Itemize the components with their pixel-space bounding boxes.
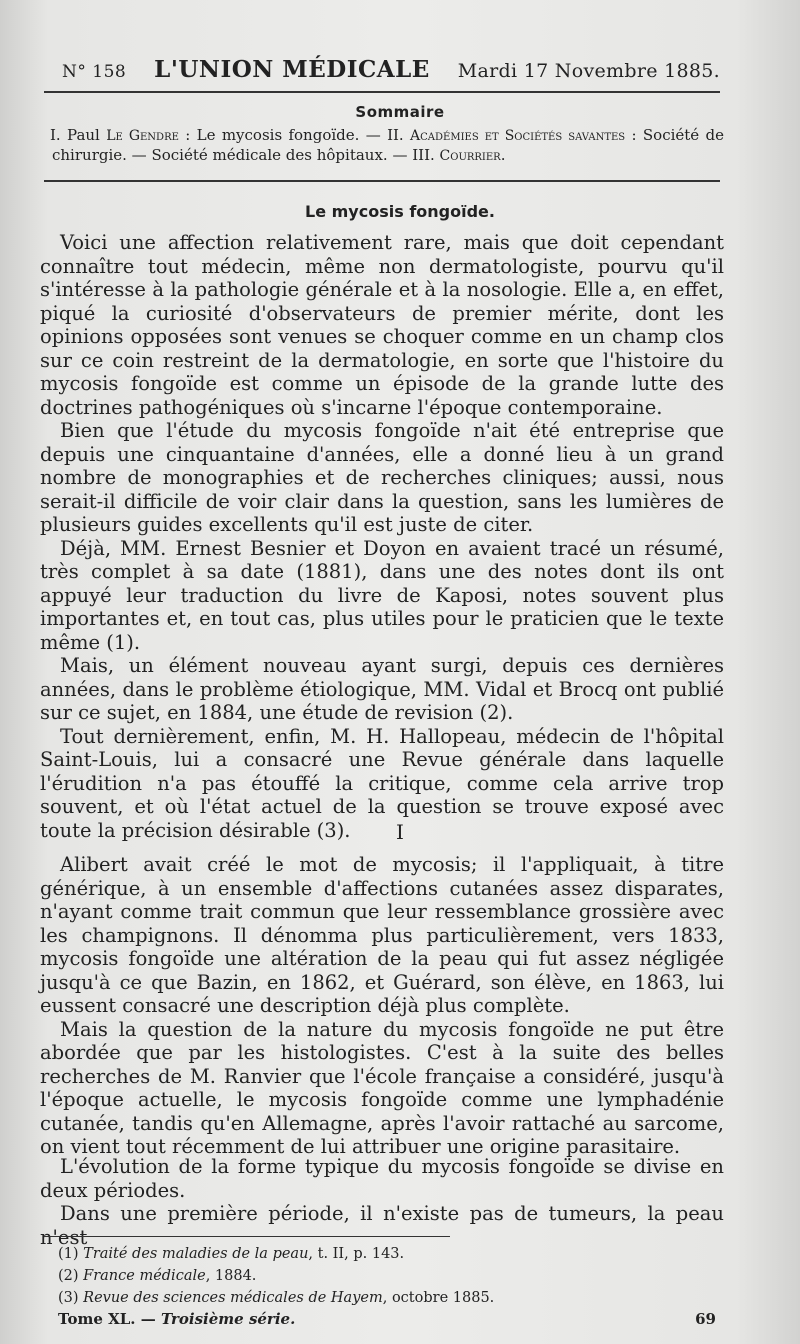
sommaire-item3-end: . — [500, 146, 506, 164]
sommaire-item3-name: Courrier — [439, 148, 501, 164]
article-title: Le mycosis fongoïde. — [305, 202, 495, 221]
footnote-rule — [44, 1236, 450, 1237]
footnote-number: (3) — [58, 1290, 84, 1306]
footnote-number: (2) — [58, 1268, 84, 1284]
paragraph: Bien que l'étude du mycosis fongoïde n'ait été entreprise que depuis une cinquantaine d'années, elle a donné lieu à un grand nombre de monographies et de recherches cliniques; aussi, nous serait-il difficile de voir clair dans la question, sans les lumières de plusieurs guides excellents qu'il est juste de citer. — [40, 419, 724, 536]
article-body-part2 — [40, 853, 724, 1159]
sommaire-item2-text: : Société de chirurgie. — Société médicale des hôpitaux. — III. — [52, 126, 724, 164]
volume-label: Tome XL. — — [58, 1310, 161, 1328]
page-number: 69 — [695, 1310, 716, 1328]
header-rule — [44, 91, 720, 93]
footnote-number: (1) — [58, 1246, 84, 1262]
sommaire-item1-prefix: I. Paul — [50, 126, 107, 144]
page-footer — [58, 1310, 716, 1328]
paragraph: Mais, un élément nouveau ayant surgi, depuis ces dernières années, dans le problème étiologique, MM. Vidal et Brocq ont publié sur ce sujet, en 1884, une étude de revision (2). — [40, 654, 724, 724]
paragraph: Déjà, MM. Ernest Besnier et Doyon en avaient tracé un résumé, très complet à sa date (1881), dans une des notes dont ils ont appuyé leur traduction du livre de Kaposi, notes souvent plus importantes et, en tout cas, plus utiles pour le praticien que le texte même (1). — [40, 536, 724, 654]
section-heading: I — [396, 820, 404, 844]
series-label: Troisième série. — [160, 1310, 296, 1328]
paragraph: Voici une affection relativement rare, mais que doit cependant connaître tout médecin, même non dermatologiste, pourvu qu'il s'intéresse à la pathologie générale et à la nosologie. Elle a, en effet, piqué la curiosité d'observateurs de premier mérite, dont les opinions opposées sont venues se choquer comme en un champ clos sur ce coin restreint de la dermatologie, en sorte que l'histoire du mycosis fongoïde est comme un épisode de la grande lutte des doctrines pathogéniques où s'incarne l'époque contemporaine. — [40, 231, 724, 419]
paragraph: Tout dernièrement, enfin, M. H. Hallopeau, médecin de l'hôpital Saint-Louis, lui a consacré une Revue générale dans laquelle l'érudition n'a pas étouffé la critique, comme cela arrive trop souvent, et où l'état actuel de la question se trouve exposé avec toute la précision désirable (3). — [40, 724, 724, 842]
issue-date: Mardi 17 Novembre 1885. — [457, 60, 720, 82]
paragraph: Alibert avait créé le mot de mycosis; il l'appliquait, à titre générique, à un ensemble d'affections cutanées assez disparates, n'ayant comme trait commun que leur ressemblance grossière avec les champignons. Il dénomma plus particulièrement, vers 1833, mycosis fongoïde une altération de la peau qui fut assez négligée jusqu'à ce que Bazin, en 1862, et Guérard, son élève, en 1863, lui eussent consacré une description déjà plus complète. — [40, 853, 724, 1017]
sommaire-item1-author: Le Gendre — [106, 128, 179, 144]
paragraph: L'évolution de la forme typique du mycosis fongoïde se divise en deux périodes. — [40, 1155, 724, 1202]
article-body-part1 — [40, 231, 724, 842]
footnote-title: Revue des sciences médicales de Hayem — [83, 1290, 383, 1306]
volume-info — [58, 1310, 295, 1328]
paragraph: Mais la question de la nature du mycosis fongoïde ne put être abordée que par les histologistes. C'est à la suite des belles recherches de M. Ranvier que l'école française a considéré, jusqu'à l'époque actuelle, le mycosis fongoïde comme une lymphadénie cutanée, tandis qu'en Allemagne, après l'avoir rattaché au sarcome, on vient tout récemment de lui attribuer une origine parasitaire. — [40, 1017, 724, 1158]
footnote — [58, 1287, 724, 1309]
footnotes — [58, 1243, 724, 1309]
footnote-reference: , 1884. — [205, 1268, 257, 1284]
footnote — [58, 1243, 724, 1265]
sommaire-item2-name: Académies et Sociétés savantes — [410, 128, 626, 144]
paragraph: Dans une première période, il n'existe pas de tumeurs, la peau n'est — [40, 1202, 724, 1249]
page-header — [62, 56, 720, 88]
journal-name: L'UNION MÉDICALE — [154, 56, 430, 83]
sommaire-item1-text: : Le mycosis fongoïde. — II. — [178, 126, 411, 144]
footnote-title: Traité des maladies de la peau — [83, 1246, 309, 1262]
footnote-title: France médicale — [83, 1268, 206, 1284]
sommaire-text — [52, 126, 724, 166]
footnote-reference: , t. II, p. 143. — [308, 1246, 405, 1262]
footnote — [58, 1265, 724, 1287]
issue-number: N° 158 — [62, 62, 127, 82]
footnote-reference: , octobre 1885. — [382, 1290, 495, 1306]
sommaire-title: Sommaire — [355, 103, 445, 121]
sommaire-rule — [44, 180, 720, 182]
article-body-part3 — [40, 1155, 724, 1249]
